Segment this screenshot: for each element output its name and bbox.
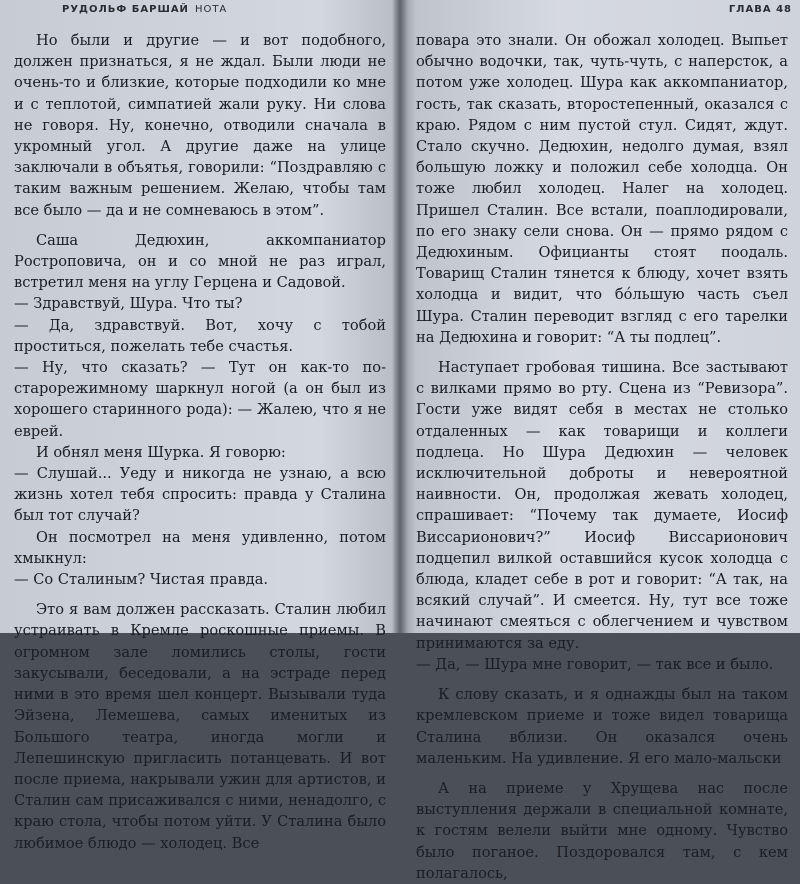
left-page [0, 0, 396, 852]
running-header-left [62, 4, 227, 15]
dialogue-line: — Да, здравствуй. Вот, хочу с тобой проститься, пожелать тебе счастья. [14, 316, 386, 355]
dialogue-line: — Здравствуй, Шура. Что ты? [14, 295, 243, 313]
paragraph: А на приеме у Хрущева нас после выступления держали в специальной комнате, к гостям велели выйти мне одному. Чувство было поганое. Поздоровался там, с кем полагалось, [416, 779, 788, 882]
dialogue-line: — Со Сталиным? Чистая правда. [14, 571, 269, 589]
right-page [404, 0, 800, 882]
chapter-label: ГЛАВА 48 [728, 4, 792, 15]
dialogue-line: — Слушай... Уеду и никогда не узнаю, а всю жизнь хотел тебя спросить: правда у Сталина был тот случай? [14, 465, 386, 525]
paragraph: Саша Дедюхин, аккомпаниатор Ростроповича, он и со мной не раз играл, встретил меня на углу Герцена и Садовой. [14, 231, 386, 292]
left-page-text [14, 30, 386, 854]
paragraph: К слову сказать, и я однажды был на таком кремлевском приеме и тоже видел товарища Сталина вблизи. Он оказался очень маленьким. На удивление. Я его мало-мальски [416, 686, 788, 767]
paragraph: Наступает гробовая тишина. Все застывают с вилками прямо во рту. Сцена из “Ревизора”. Гости уже видят себя в местах не столько отдаленных — как товарищи и коллеги подлеца. Но Шура Дедюхин — человек исключительной доброты и невероятной наивности. Он, продолжая жевать холодец, спрашивает: “Почему так думаете, Иосиф Виссарионович?” Иосиф Виссарионович подцепил вилкой оставшийся кусок холодца с блюда, кладет себе в рот и говорит: “А так, на всякий случай”. И смеется. Ну, тут все тоже начинают смеяться с облегчением и чувством принимаются за еду. [416, 359, 788, 652]
paragraph: Он посмотрел на меня удивленно, потом хмыкнул: [14, 528, 386, 567]
paragraph: И обнял меня Шурка. Я говорю: [36, 443, 286, 461]
author-name: РУДОЛЬФ БАРШАЙ [62, 4, 189, 15]
dialogue-line: — Да, — Шура мне говорит, — так все и было. [416, 655, 774, 673]
dialogue-line: — Ну, что сказать? — Тут он как-то по-старорежимному шаркнул ногой (а он был из хорошего старинного рода): — Жалею, что я не еврей. [14, 359, 386, 440]
book-title: НОТА [194, 4, 228, 15]
paragraph: Это я вам должен рассказать. Сталин любил устраивать в Кремле роскошные приемы. В огромном зале ломились столы, гости закусывали, беседовали, а на эстраде перед ними в это время шел концерт. Вызывали туда Эйзена, Лемешева, самых именитых из Большого театра, иногда могли и Лепешинскую пригласить потанцевать. И вот после приема, накрывали ужин для артистов, и Сталин сам присаживался с ними, ненадолго, с краю стола, чтобы потом уйти. У Сталина было любимое блюдо — холодец. Все [14, 601, 386, 852]
paragraph: повара это знали. Он обожал холодец. Выпьет обычно водочки, так, чуть-чуть, с наперсток, а потом уже холодец. Шура как аккомпаниатор, гость, так сказать, второстепенный, оказался с краю. Рядом с ним пустой стул. Сидят, ждут. Стало скучно. Дедюхин, недолго думая, взял большую ложку и положил себе холодца. Он тоже любил холодец. Налег на холодец. Пришел Сталин. Все встали, поаплодировали, по его знаку сели снова. Он — прямо рядом с Дедюхиным. Официанты стоят поодаль. Товарищ Сталин тянется к блюду, хочет взять холодца и видит, что бóльшую часть съел Шура. Сталин переводит взгляд с его тарелки на Дедюхина и говорит: “А ты подлец”. [416, 32, 788, 346]
running-header-right [729, 4, 792, 15]
paragraph: Но были и другие — и вот подобного, должен признаться, я не ждал. Были люди не очень-то и близкие, которые подходили ко мне и с теплотой, симпатией жали руку. Ни слова не говоря. Ну, конечно, отводили сначала в укромный угол. А другие даже на улице заключали в объятья, говорили: “Поздравляю с таким важным решением. Желаю, чтобы там все было — да и не сомневаюсь в этом”. [14, 32, 386, 219]
right-page-text [416, 30, 788, 884]
